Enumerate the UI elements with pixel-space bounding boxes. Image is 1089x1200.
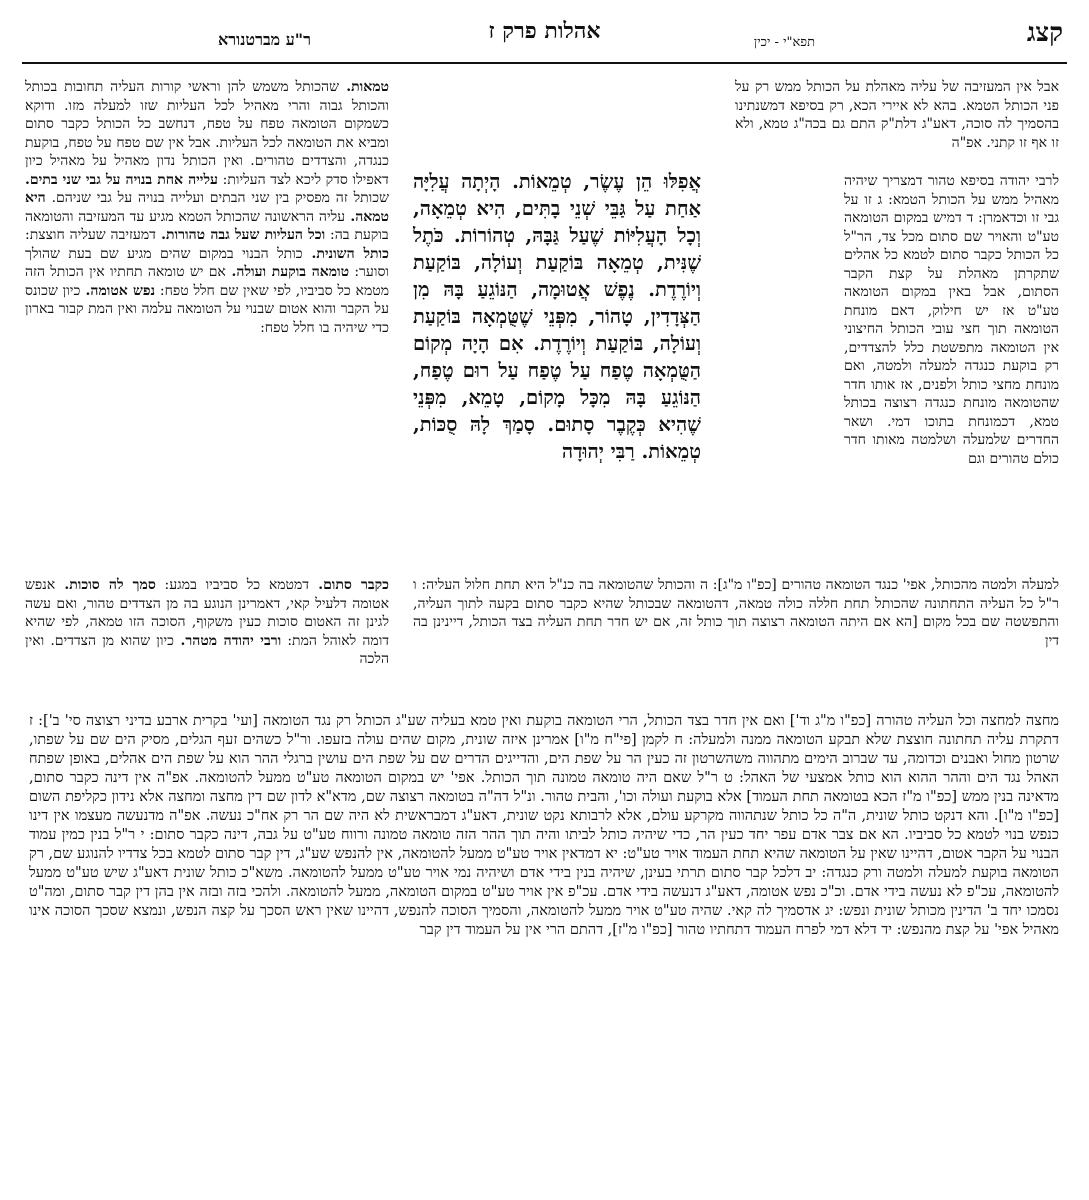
running-reference: תפא"י - יכין	[753, 35, 815, 50]
bartenura-heading: וכל העליות שעל גבה טהורות.	[155, 227, 326, 243]
commentary-title: ר"ע מברטנורא	[218, 30, 311, 49]
bartenura-heading: כקבר סתום.	[309, 577, 389, 593]
bartenura-text: דמעזיבה שעליה חוצצת:	[25, 227, 156, 243]
bartenura-text: שהכותל משמש להן וראשי קורות העליה תחובות בכותל והכותל גבוה והרי מאהיל לכל העליות שזו למעלה מזו. ודוקא כשמקום הטומאה טפח על טפח, דנחשב כל הכותל כקבר סתום ומביא את הטומאה לכל העליות. אבל אין שם טפח על טפח, בוקעת כנגדה, והצדדים טהורים. ואין הכותל נדון מאהיל על מאהיל כיון דאפילו סדק ליכא לצד העליות:	[25, 79, 389, 188]
bartenura-heading: עלייה אחת בנויה על גבי שני בתים.	[25, 171, 218, 188]
bartenura-text: כותל הבנוי במקום שהים מגיע שם בעת שהולך וסוער:	[25, 245, 389, 280]
mishnah-text: אֲפִלּוּ הֵן עֶשֶׂר, טְמֵאוֹת. הָיְתָה עֲלִיָּה אַחַת עַל גַּבֵּי שְׁנֵי בָתִּים, הִיא טְמֵאָה, וְכָל הָעֲלִיּוֹת שֶׁעַל גַּבָּהּ, טְהוֹרוֹת. כֹּתֶל שֶׁנִּית, טְמֵאָה בּוֹקַעַת וְעוֹלָה, בּוֹקַעַת וְיוֹרֶדֶת. נֶפֶשׁ אֲטוּמָה, הַנּוֹגֵעַ בָּהּ מִן הַצְּדָדִין, טָהוֹר, מִפְּנֵי שֶׁטֻּמְאָה בּוֹקַעַת וְעוֹלָה, בּוֹקַעַת וְיוֹרֶדֶת. אִם הָיָה מְקוֹם הַטֻּמְאָה טֶפַח עַל טֶפַח עַל רוּם טֶפַח, הַנּוֹגֵעַ בָּהּ מִכָּל מָקוֹם, טָמֵא, מִפְּנֵי שֶׁהִיא כְּקֶבֶר סָתוּם. סָמַךְ לָהּ סֻכּוֹת, טְמֵאוֹת. רַבִּי יְהוּדָה	[413, 170, 701, 463]
bartenura-heading: כותל השונית.	[302, 245, 389, 262]
tiferet-yisrael-commentary: מחצה למחצה וכל העליה טהורה [כפ"ו מ"ג וד'] ואם אין חדר בצד הכותל, הרי הטומאה בוקעת ואין טמא בעליה שע"ג הכותל רק נגד הטומאה [ועי' בקרית ארבע בדיני רצוצה סי' ב']: ז דתקרת עליה תחתונה חוצצת שלא תבקע הטומאה ממנה ולמעלה: ח לקמן [פי"ח מ"ו] אמרינן איזה שונית, מקום שהים עולה בזעפו. ור"ל כשהים זעף הגלים, מסיק הים שם על שפתו, שרטון מחול ואבנים וכדומה, עד שברוב הימים מתהווה משהשרטון זה כעין הר על שפת הים, והדייגים הדרים שם על שפת הים עושין ברגלי ההר הוא על שפת הים אהלים, באופן שפתח האהל נגד הים וההר ההוא הוא כותל אמצעי של האהל: ט ר"ל שאם היה טומאה טמונה תוך הכותל. אפי' יש במקום הטומאה טע"ט ממעל להטומאה. אפ"ה אין דינה כקבר סתום, מדאינה בנין ממש [כפ"ו מ"ז הכא בטומאה תחת העמוד] אלא בוקעת ועולה וכו', והבית טהור. ונ"ל דה"ה בטומאה רצוצה שם, מדא"א לדון שם דין מחצה ומחצה אלא נידון כקליפת השום [כפ"ו מ"ו]. והא דנקט כותל שונית, ה"ה כל כותל שנתהווה מקרקע עולם, אלא לרבותא נקט שונית, דאע"ג דמבראשית לא היה שם הר רק אח"כ נעשה. אפ"ה מדנעשה מעצמו אין דינו כנפש בנוי לטמא כל סביביו. הא אם צבר אדם עפר יחד כעין הר, כדי שיהיה כותל לביתו והיה תוך ההר הזה טומאה טמונה ורווח טע"ט על גבה, דינה כקבר סתום: י ר"ל בנין כמין עמוד הבנוי על הקבר אטום, דהיינו שאין על הטומאה שהיא תחת העמוד אויר טע"ט: יא דמדאין אויר טע"ט ממעל להטומאה, אין להנפש שע"ג, דין קבר סתום לטמא בכל צדדיו להנוגע שם, רק הטומאה בוקעת למעלה ולמטה ורק כנגדה: יב דלכל קבר סתום תרתי בעינן, שיהיה בנין בידי אדם ושיהיה נמי אויר טע"ט ממעל להטומאה. משא"כ כותל שונית דאע"ג שיש טע"ט ממעל להטומאה, עכ"פ לא נעשה בידי אדם. וכ"כ נפש אטומה, דאע"ג דנעשה בידי אדם. עכ"פ אין אויר טע"ט במקום הטומאה, ממעל להטומאה. ולהכי בזה ובזה אין בהן דין קבר סתום, ומה"ט נסמכו יחד ב' הדינין מכותל שונית ונפש: יג אדסמיך לה קאי. שהיה טע"ט אויר ממעל להטומאה, והסמיך הסוכה להנפש, דהיינו שאין ראש הסכך על קצה הנפש, ונמצא שסכך הסוכה אינו מאהיל אפי' על קצת מהנפש: יד דלא דמי לפרח העמוד דתחתיו טהור [כפ"ו מ"ז], דהתם הרי אין על העמוד דין קבר	[29, 713, 1059, 938]
page-title: אהלות פרק ז	[488, 18, 601, 44]
bartenura-heading: היא טמאה.	[25, 190, 389, 225]
tosafot-yomtov-column: לרבי יהודה בסיפא טהור דמצריך שיהיה מאהיל ממש על הכותל הטמא: ג זו על גבי זו וכדאמרן: ד דמיש במקום הטומאה טע"ט והאויר שם סתום מכל צד, הר"ל כל הכותל כקבר סתום לטמא כל אהלים שתקרתן מאהלת על קצת הקבר הסתום, אבל באין במקום הטומאה טע"ט אז יש חילוק, דאם מונחת הטומאה תוך חצי עובי הכותל החיצוני אין הטומאה מתפשטת כלל להצדדים, רק בוקעת כנגדה למעלה ולמטה, ואם מונחת מחצי כותל ולפנים, אז אותו חדר שהטומאה מונחת כנגדה רצוצה בכותל טמא, דכמונחת בתוכו דמי. ושאר החדרים שלמעלה ושלמטה מאותו חדר כולם טהורים וגם	[844, 173, 1059, 467]
bartenura-heading: ורבי יהודה מטהר.	[173, 632, 282, 649]
bartenura-text: אנפש אטומה דלעיל קאי, דאמרינן הנוגע בה מן הצדדים טהור, ואם עשה לגינן זה האטום סוכות כעין משקוף, הסוכה הזו טמאה, לפי שהיא דומה לאוהל המת:	[25, 577, 389, 649]
bartenura-text: עליה הראשונה שהכותל הטמא מגיע עד המעזיבה והטומאה בוקעת בה:	[25, 208, 389, 243]
bartenura-text: כיון שכונס על הקבר והוא אטום שבנוי על הטומאה עלמה ואין המת קבור בארון כדי שיהיה בו חלל טפח:	[25, 282, 389, 336]
bartenura-text: שכותל זה מפסיק בין שני הבתים ועלייה בנויה על גבי שניהם.	[45, 190, 389, 206]
bartenura-commentary	[25, 78, 389, 568]
tosafot-yomtov-lower: למעלה ולמטה מהכותל, אפי' כנגד הטומאה טהורים [כפ"ו מ"ג]: ה והכותל שהטומאה בה כנ"ל היא תחת חלול העליה: ו ר"ל כל העליה התחתונה שהכותל תחת חללה כולה טמאה, דהטומאה שבכותל שהיא כקבר סתום בקעה לתוך העליה, והתפשטה שם בכל מקום [הא אם היתה הטומאה רצוצה תוך כותל זה, אם יש חדר תחת העליה בצד הכותל, דיינינן בה דין	[413, 577, 1059, 649]
bartenura-heading: נפש אטומה.	[80, 282, 156, 299]
bartenura-commentary-continued	[25, 576, 389, 702]
bartenura-heading: טומאה בוקעת ועולה.	[225, 264, 350, 280]
page-number: קצג	[1026, 18, 1063, 48]
header-rule	[22, 62, 1067, 64]
bartenura-heading: טמאות.	[339, 79, 389, 95]
bartenura-text: כיון שהוא מן הצדדים. ואין הלכה	[25, 632, 389, 667]
bartenura-text: דמטמא כל סביביו במגע:	[155, 577, 310, 593]
bartenura-heading: סמך לה סוכות.	[55, 577, 156, 593]
bartenura-text: אם יש טומאה תחתיו אין הכותל הזה מטמא כל סביביו, לפי שאין שם חלל טפח:	[25, 264, 389, 299]
tosafot-yomtov-top: אבל אין המעזיבה של עליה מאהלת על הכותל ממש רק על פני הכותל הטמא. בהא לא איירי הכא, רק בסיפא דמשנתינו בהסמיך לה סוכה, דאע"ג דלת"ק התם גם בכה"ג טמא, ולא זו אף זו קתני. אפ"ה	[735, 79, 1059, 151]
